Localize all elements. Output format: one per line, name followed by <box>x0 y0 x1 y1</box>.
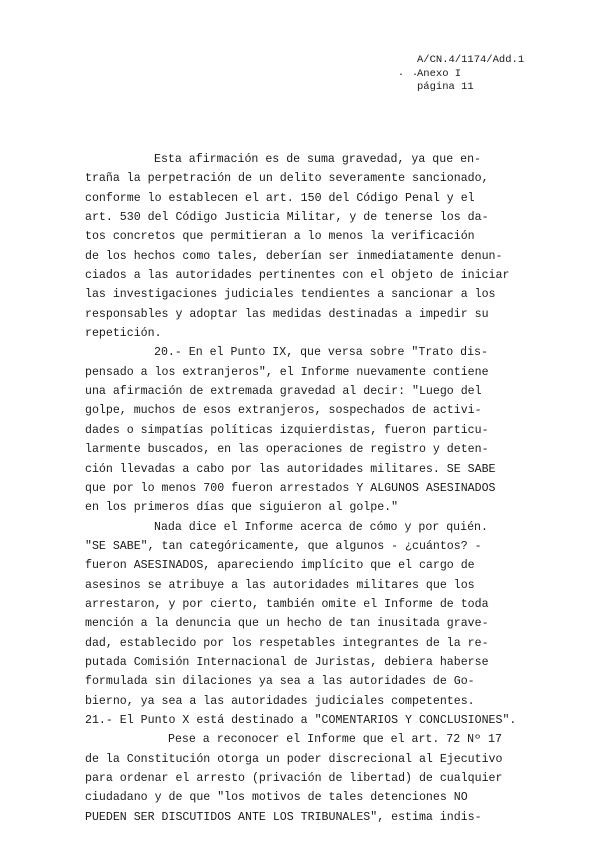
text-line: larmente buscados, en las operaciones de registro y deten- <box>85 443 489 457</box>
text-line: golpe, muchos de esos extranjeros, sospechados de activi- <box>85 404 482 418</box>
annex-label: Anexo I <box>417 67 462 80</box>
text-line: art. 530 del Código Justicia Militar, y de tenerse los da- <box>85 211 489 225</box>
text-line: 21.- El Punto X está destinado a "COMENTARIOS Y CONCLUSIONES". <box>85 713 517 727</box>
text-line: en los primeros días que siguieron al golpe." <box>85 501 399 515</box>
text-line: formulada sin dilaciones ya sea a las autoridades de Go- <box>85 675 475 689</box>
text-line: bierno, ya sea a las autoridades judiciales competentes. <box>85 694 475 708</box>
text-line: dad, establecido por los respetables integrantes de la re- <box>85 636 489 650</box>
text-line: "SE SABE", tan categóricamente, que algunos - ¿cuántos? - <box>85 539 482 553</box>
text-line: Pese a reconocer el Informe que el art. 72 Nº 17 <box>168 733 502 747</box>
text-line: PUEDEN SER DISCUTIDOS ANTE LOS TRIBUNALES", estima indis- <box>85 810 482 824</box>
text-line: dades o simpatías políticas izquierdistas, fueron particu- <box>85 423 489 437</box>
text-line: responsables y adoptar las medidas destinadas a impedir su <box>85 307 489 321</box>
page-number: página 11 <box>417 81 474 93</box>
text-line: conforme lo establecen el art. 150 del Código Penal y el <box>85 191 475 205</box>
text-line: Esta afirmación es de suma gravedad, ya que en- <box>154 153 481 166</box>
text-line: ciudadano y de que "los motivos de tales detenciones NO <box>85 791 468 805</box>
text-line: traña la perpetración de un delito severamente sancionado, <box>85 172 489 186</box>
text-line: de los hechos como tales, deberían ser inmediatamente denun- <box>85 249 503 263</box>
text-line: tos concretos que permitieran a lo menos la verificación <box>85 230 475 244</box>
document-reference <box>398 54 525 95</box>
text-line: para ordenar el arresto (privación de libertad) de cualquier <box>85 772 503 785</box>
text-line: fueron ASESINADOS, apareciendo implícito que el cargo de <box>85 559 475 573</box>
text-line: putada Comisión Internacional de Juristas, debiera haberse <box>85 655 489 669</box>
text-line: 20.- En el Punto IX, que versa sobre "Trato dis- <box>154 346 488 360</box>
text-line: ciados a las autoridades pertinentes con el objeto de iniciar <box>85 269 510 283</box>
text-line: pensado a los extranjeros", el Informe nuevamente contiene <box>85 365 489 379</box>
ref-dots-mark: . . <box>398 68 420 79</box>
text-line: una afirmación de extremada gravedad al decir: "Luego del <box>85 385 482 399</box>
text-line: las investigaciones judiciales tendientes a sancionar a los <box>85 288 496 302</box>
text-line: arrestaron, y por cierto, también omite el Informe de toda <box>85 597 489 611</box>
text-line: ción llevadas a cabo por las autoridades militares. SE SABE <box>85 462 496 476</box>
text-line: mención a la denuncia que un hecho de tan inusitada grave- <box>85 617 489 631</box>
text-line: de la Constitución otorga un poder discrecional al Ejecutivo <box>85 752 503 766</box>
text-line: repetición. <box>85 327 162 341</box>
text-line: Nada dice el Informe acerca de cómo y por quién. <box>154 520 488 534</box>
text-line: que por lo menos 700 fueron arrestados Y ALGUNOS ASESINADOS <box>85 481 496 495</box>
document-symbol: A/CN.4/1174/Add.1 <box>417 54 525 66</box>
document-body <box>85 150 520 827</box>
text-line: asesinos se atribuye a las autoridades militares que los <box>85 578 475 592</box>
